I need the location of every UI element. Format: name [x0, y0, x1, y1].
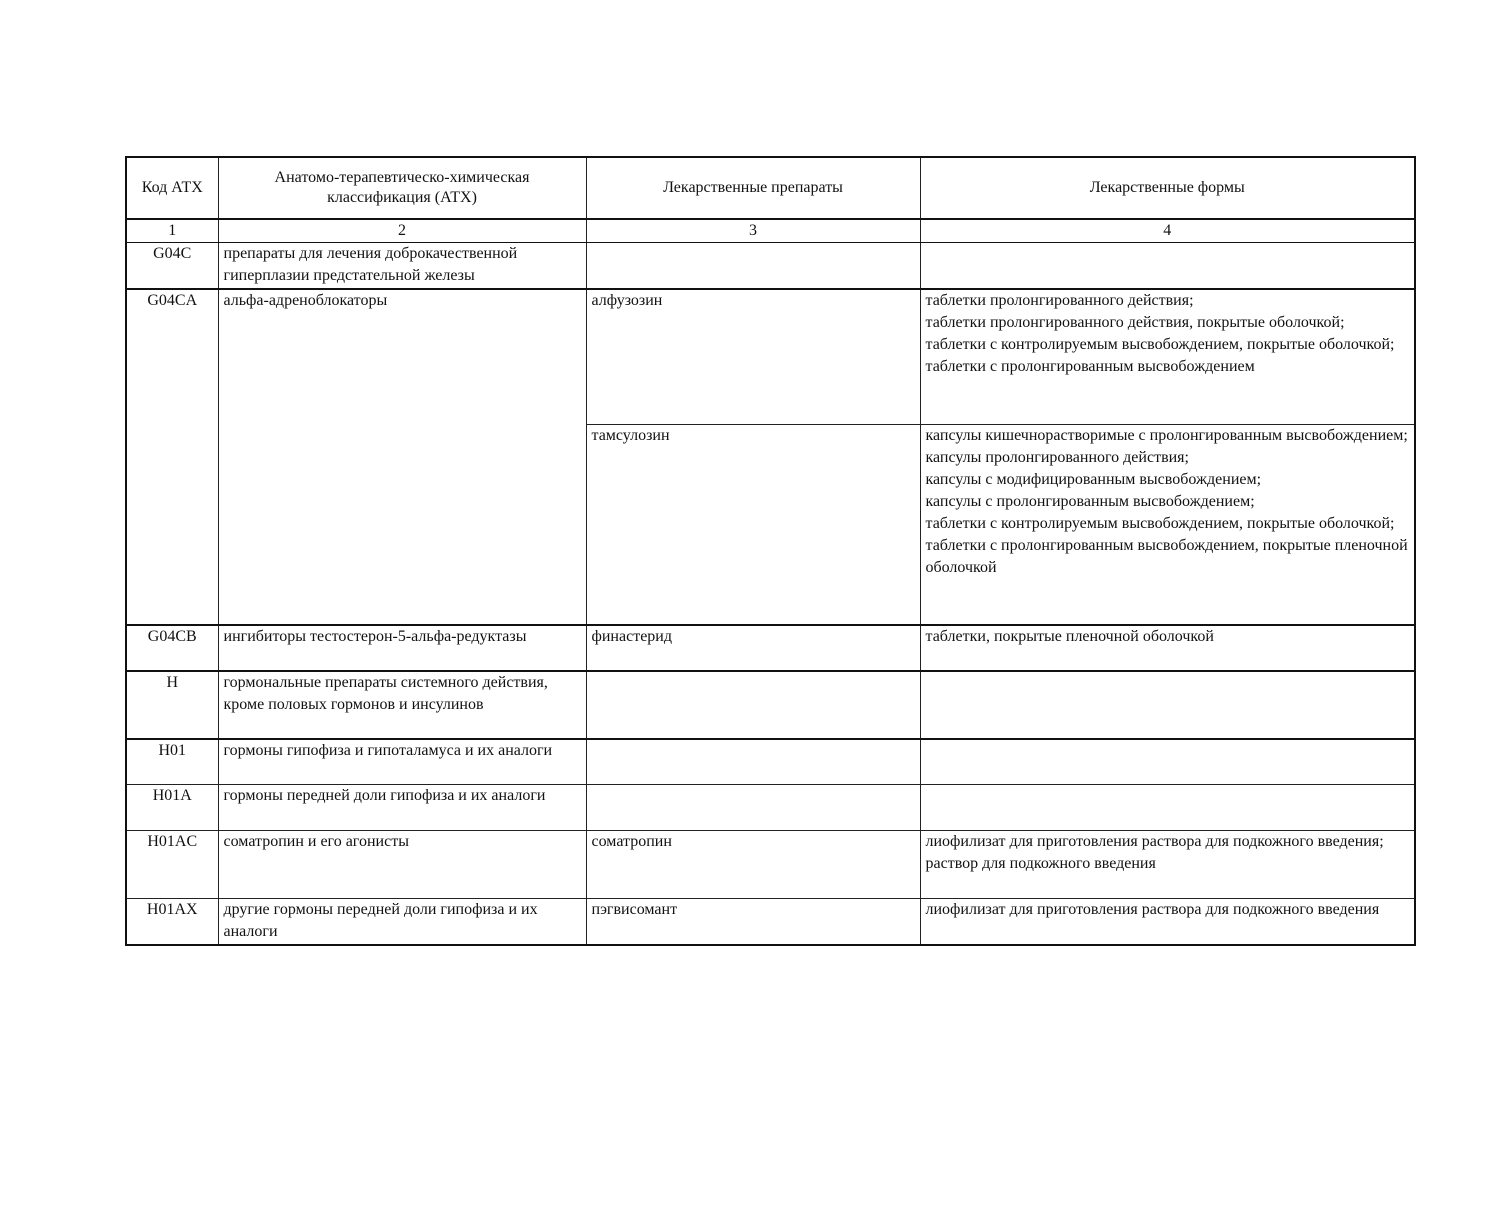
dosage-form: таблетки с контролируемым высвобождением, покрытые оболочкой;: [925, 335, 1395, 353]
column-number: 3: [586, 219, 920, 243]
forms-cell: таблетки, покрытые пленочной оболочкой: [920, 625, 1415, 671]
column-number: 4: [920, 219, 1415, 243]
table-row: [126, 671, 1415, 739]
table-row: [126, 625, 1415, 671]
atx-drug-table: [125, 156, 1416, 946]
drug-cell: финастерид: [586, 625, 920, 671]
forms-cell: [920, 739, 1415, 785]
header-code: Код АТХ: [126, 157, 218, 219]
atx-code-cell: G04CB: [126, 625, 218, 671]
dosage-form: капсулы кишечнорастворимые с пролонгированным высвобождением;: [925, 427, 1408, 444]
drug-cell: [586, 671, 920, 739]
classification-cell: ингибиторы тестостерон-5-альфа-редуктазы: [218, 625, 586, 671]
drug-cell: тамсулозин: [586, 425, 920, 625]
table-row: [126, 243, 1415, 289]
classification-cell: гормоны передней доли гипофиза и их аналоги: [218, 785, 586, 831]
header-forms: Лекарственные формы: [920, 157, 1415, 219]
drug-cell: [586, 785, 920, 831]
table-row: [126, 289, 1415, 425]
header-classification: Анатомо-терапевтическо-химическая классификация (АТХ): [218, 157, 586, 219]
table-header-row: [126, 157, 1415, 219]
atx-code-cell: H01: [126, 739, 218, 785]
forms-cell: [920, 289, 1415, 425]
drug-cell: алфузозин: [586, 289, 920, 425]
classification-cell: гормональные препараты системного действия, кроме половых гормонов и инсулинов: [218, 671, 586, 739]
forms-cell: [920, 425, 1415, 625]
dosage-form: капсулы пролонгированного действия;: [925, 449, 1189, 466]
dosage-form: капсулы с модифицированным высвобождением;: [925, 471, 1262, 488]
classification-cell: соматропин и его агонисты: [218, 831, 586, 899]
dosage-form: таблетки пролонгированного действия;: [925, 291, 1194, 309]
atx-code-cell: G04CA: [126, 289, 218, 625]
dosage-form: лиофилизат для приготовления раствора для подкожного введения;: [925, 833, 1384, 850]
dosage-form: таблетки с контролируемым высвобождением, покрытые оболочкой;: [925, 515, 1395, 532]
atx-code-cell: G04C: [126, 243, 218, 289]
classification-cell: другие гормоны передней доли гипофиза и их аналоги: [218, 899, 586, 945]
column-number: 2: [218, 219, 586, 243]
table-row: [126, 899, 1415, 945]
column-number-row: [126, 219, 1415, 243]
forms-cell: [920, 671, 1415, 739]
atx-code-cell: H01A: [126, 785, 218, 831]
dosage-form: таблетки с пролонгированным высвобождением, покрытые пленочной оболочкой: [925, 537, 1408, 576]
table-row: [126, 831, 1415, 899]
drug-cell: пэгвисомант: [586, 899, 920, 945]
forms-cell: [920, 785, 1415, 831]
classification-cell: альфа-адреноблокаторы: [218, 289, 586, 625]
dosage-form: капсулы с пролонгированным высвобождением;: [925, 493, 1255, 510]
atx-code-cell: H: [126, 671, 218, 739]
classification-cell: препараты для лечения доброкачественной гиперплазии предстательной железы: [218, 243, 586, 289]
table-row: [126, 785, 1415, 831]
forms-cell: [920, 243, 1415, 289]
drug-cell: соматропин: [586, 831, 920, 899]
table-row: [126, 739, 1415, 785]
drug-cell: [586, 243, 920, 289]
atx-code-cell: H01AC: [126, 831, 218, 899]
header-drugs: Лекарственные препараты: [586, 157, 920, 219]
forms-cell: лиофилизат для приготовления раствора для подкожного введения: [920, 899, 1415, 945]
forms-cell: [920, 831, 1415, 899]
classification-cell: гормоны гипофиза и гипоталамуса и их аналоги: [218, 739, 586, 785]
column-number: 1: [126, 219, 218, 243]
dosage-form: раствор для подкожного введения: [925, 855, 1156, 872]
dosage-form: таблетки пролонгированного действия, покрытые оболочкой;: [925, 313, 1345, 331]
drug-cell: [586, 739, 920, 785]
dosage-form: таблетки с пролонгированным высвобождением: [925, 357, 1255, 375]
atx-code-cell: H01AX: [126, 899, 218, 945]
